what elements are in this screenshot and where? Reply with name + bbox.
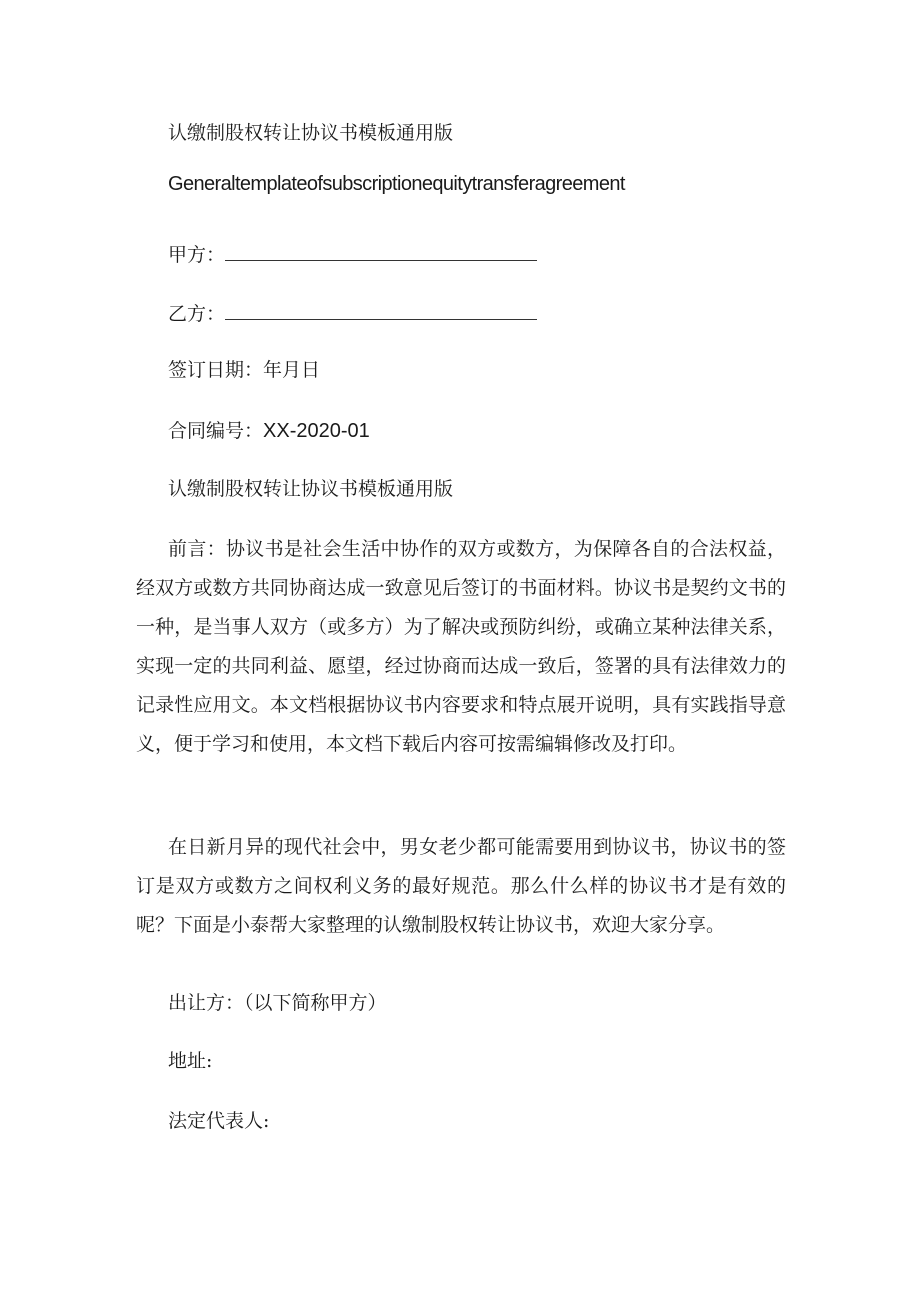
document-title-en: Generaltemplateofsubscriptionequitytransferagreement — [168, 173, 625, 195]
sign-date-field — [168, 361, 320, 380]
contract-number-label: 合同编号： — [168, 420, 264, 442]
assignor-label: 出让方：（以下简称甲方） — [168, 992, 387, 1014]
contract-number-value: XX-2020-01 — [263, 420, 370, 442]
party-a-label: 甲方： — [168, 244, 226, 266]
sign-date-label: 签订日期： — [168, 359, 264, 381]
contract-number-field — [168, 421, 370, 441]
preface-paragraph: 前言：协议书是社会生活中协作的双方或数方，为保障各自的合法权益，经双方或数方共同协商达成一致意见后签订的书面材料。协议书是契约文书的一种，是当事人双方（或多方）为了解决或预防纠纷，或确立某种法律关系，实现一定的共同利益、愿望，经过协商而达成一致后，签署的具有法律效力的记录性应用文。本文档根据协议书内容要求和特点展开说明，具有实践指导意义，便于学习和使用，本文档下载后内容可按需编辑修改及打印。 — [136, 538, 786, 755]
sign-date-value: 年月日 — [263, 359, 321, 381]
document-title-cn-repeat: 认缴制股权转让协议书模板通用版 — [168, 478, 454, 500]
party-b-blank-line — [225, 303, 537, 320]
party-a-field — [168, 244, 537, 265]
party-a-blank-line — [225, 244, 537, 261]
party-b-field — [168, 303, 537, 324]
legal-representative-label: 法定代表人: — [168, 1110, 270, 1132]
document-title-cn: 认缴制股权转让协议书模板通用版 — [168, 122, 454, 144]
party-b-label: 乙方： — [168, 303, 226, 325]
intro-paragraph: 在日新月异的现代社会中，男女老少都可能需要用到协议书，协议书的签订是双方或数方之间权利义务的最好规范。那么什么样的协议书才是有效的呢？下面是小泰帮大家整理的认缴制股权转让协议书，欢迎大家分享。 — [136, 836, 786, 936]
address-label: 地址: — [168, 1050, 213, 1072]
